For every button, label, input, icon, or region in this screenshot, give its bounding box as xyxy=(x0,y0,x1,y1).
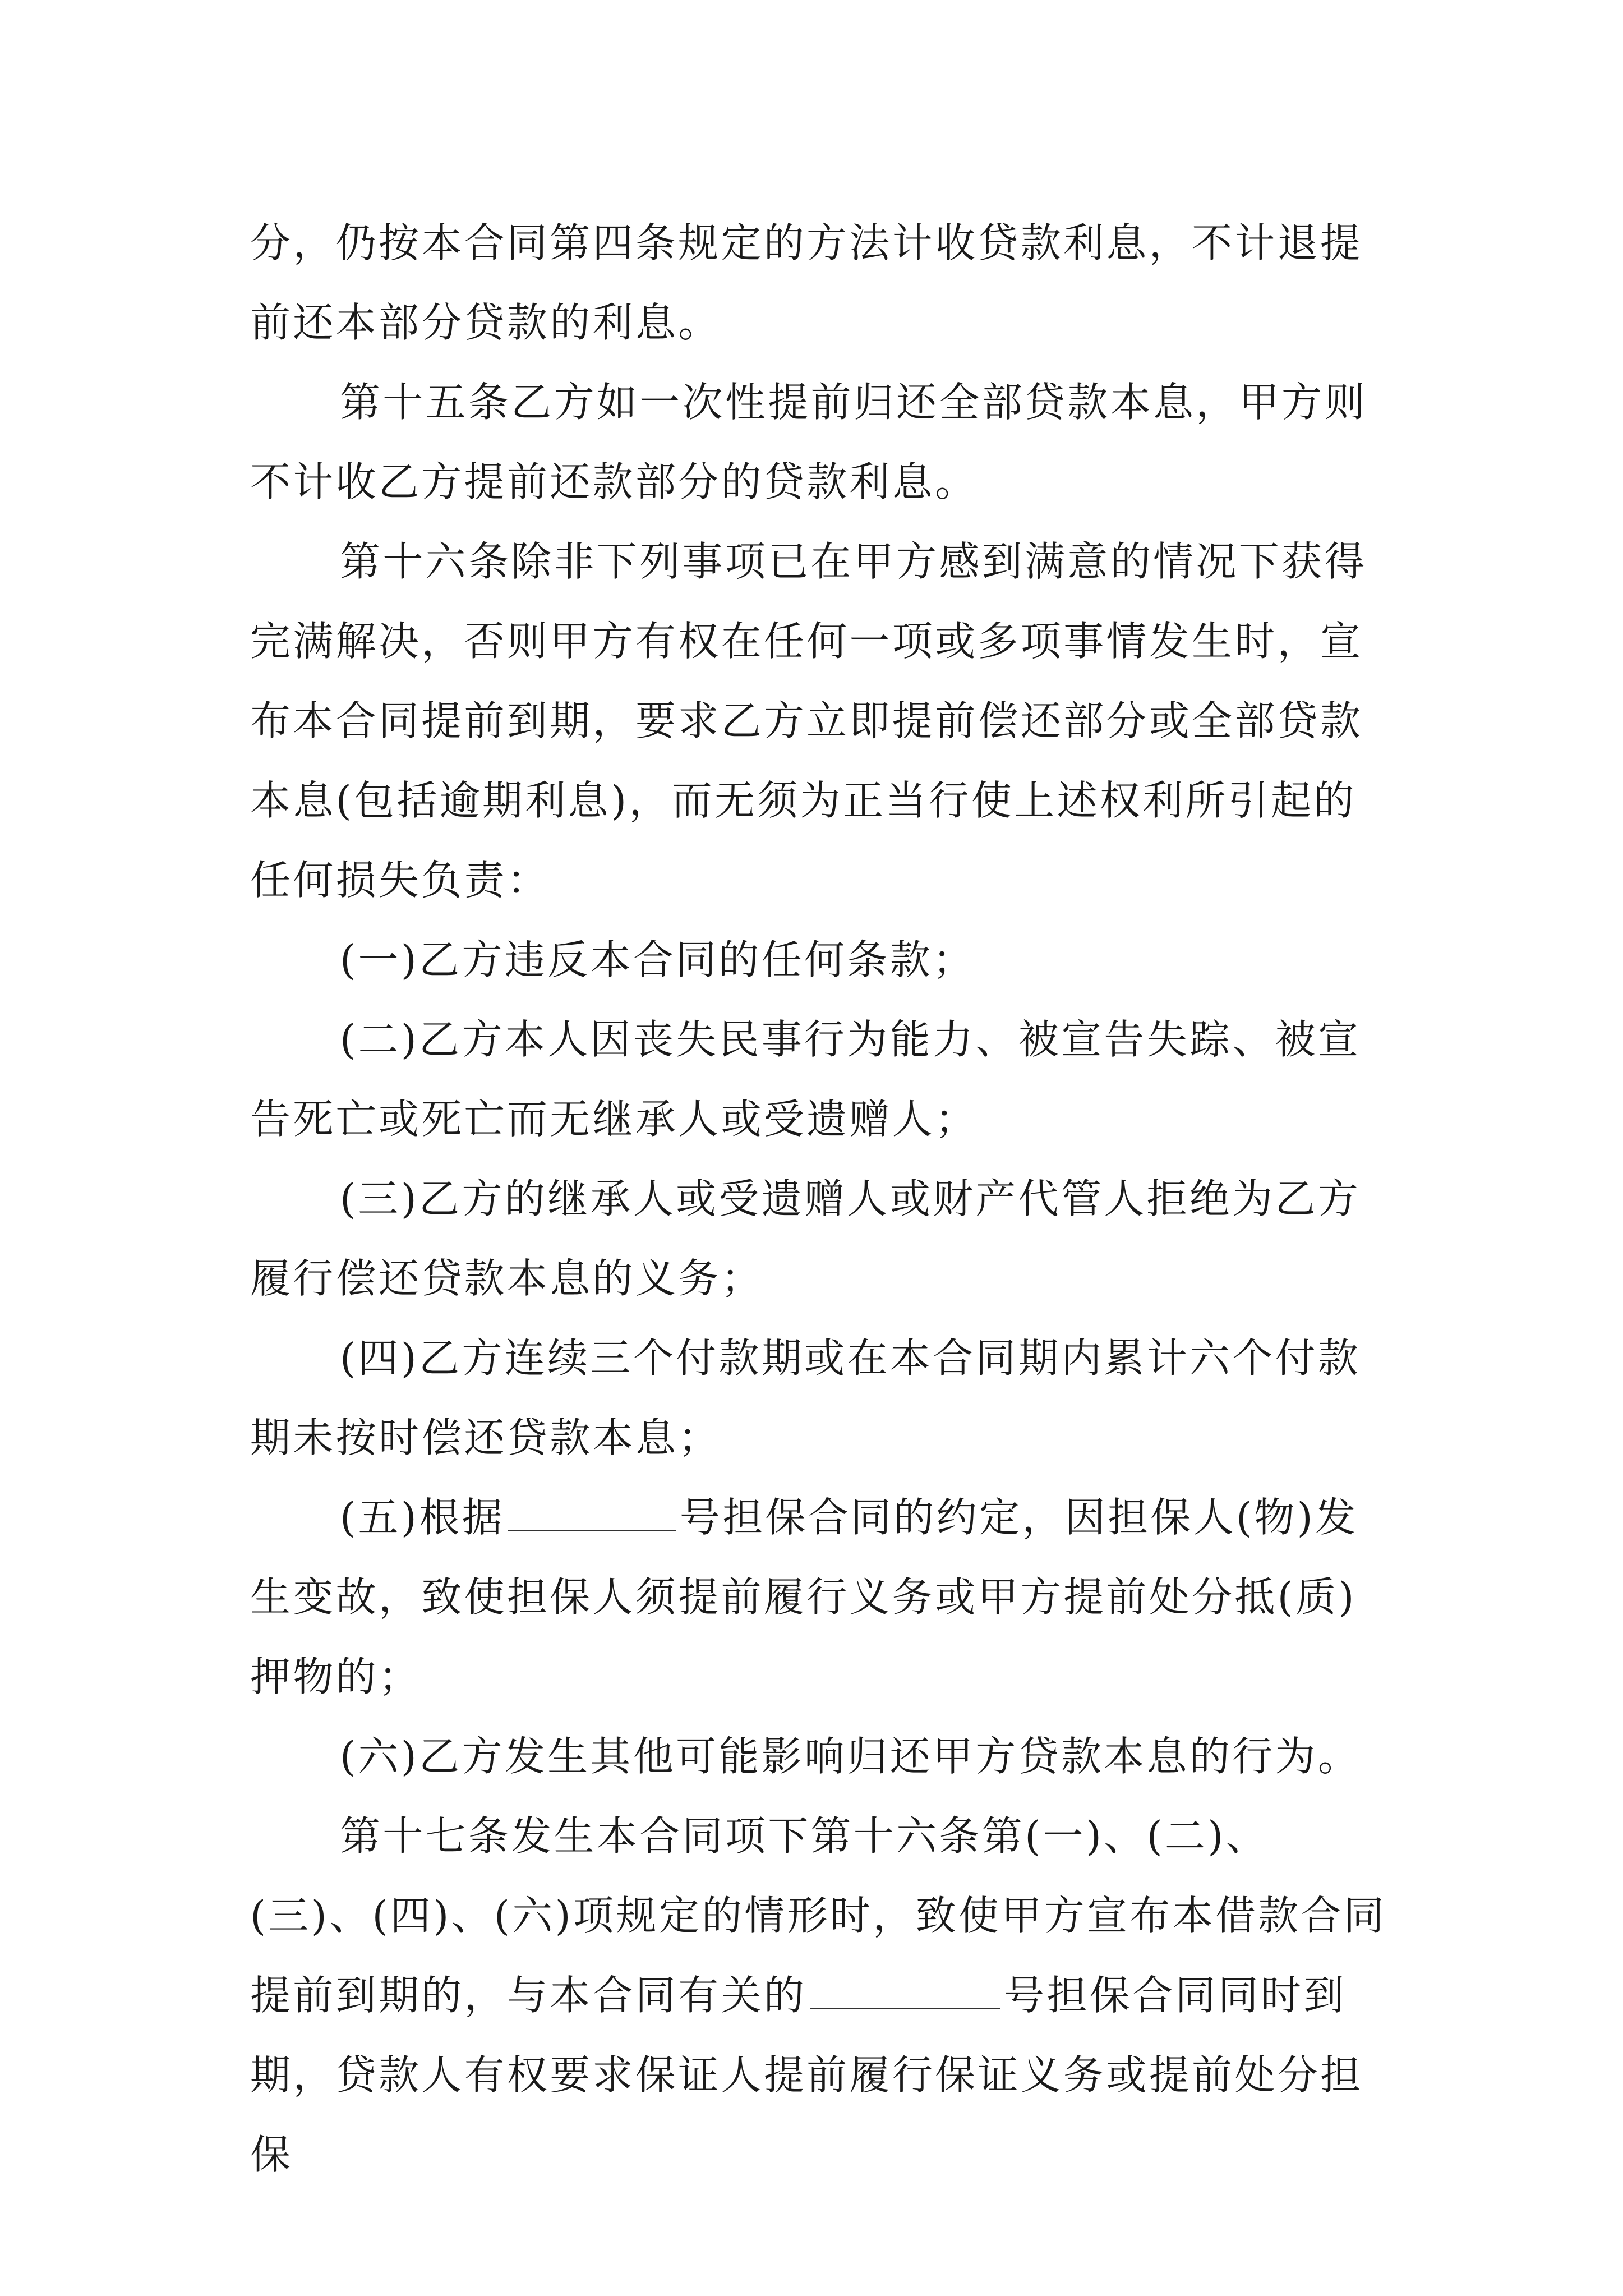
paragraph-continuation: 分，仍按本合同第四条规定的方法计收贷款利息，不计退提前还本部分贷款的利息。 xyxy=(250,219,1363,346)
guarantee-contract-number-blank xyxy=(810,2008,1000,2009)
article-16: 第十六条除非下列事项已在甲方感到满意的情况下获得完满解决，否则甲方有权在任何一项或多项事情发生时，宣布本合同提前到期，要求乙方立即提前偿还部分或全部贷款本息(包括逾期利息)，而无须为正当行使上述权利所引起的任何损失负责： xyxy=(250,538,1367,904)
article-16-item-1: (一)乙方违反本合同的任何条款； xyxy=(340,936,976,983)
item-5-suffix: 号担保合同的约定，因担保人(物)发生变故，致使担保人须提前履行义务或甲方提前处分抵(质)押物的； xyxy=(250,1494,1358,1700)
article-16-item-2: (二)乙方本人因丧失民事行为能力、被宣告失踪、被宣告死亡或死亡而无继承人或受遗赠人； xyxy=(250,1016,1361,1143)
article-16-item-4: (四)乙方连续三个付款期或在本合同期内累计六个付款期未按时偿还贷款本息； xyxy=(250,1335,1361,1461)
article-16-item-6: (六)乙方发生其他可能影响归还甲方贷款本息的行为。 xyxy=(340,1733,1361,1780)
article-17-prefix: 第十七条发生本合同项下第十六条第(一)、(二)、(三)、(四)、(六)项规定的情形时，致使甲方宣布本借款合同提前到期的，与本合同有关的 xyxy=(250,1812,1387,2019)
article-17-suffix: 号担保合同同时到期，贷款人有权要求保证人提前履行保证义务或提前处分担保 xyxy=(250,1972,1363,2178)
item-5-prefix: (五)根据 xyxy=(340,1494,505,1541)
guarantee-number-blank xyxy=(508,1530,676,1531)
article-16-item-5 xyxy=(250,1478,1390,1717)
contract-text xyxy=(250,203,1390,2194)
article-16-item-3: (三)乙方的继承人或受遗赠人或财产代管人拒绝为乙方履行偿还贷款本息的义务； xyxy=(250,1175,1361,1302)
article-15: 第十五条乙方如一次性提前归还全部贷款本息，甲方则不计收乙方提前还款部分的贷款利息。 xyxy=(250,379,1367,505)
article-17 xyxy=(250,1796,1390,2194)
